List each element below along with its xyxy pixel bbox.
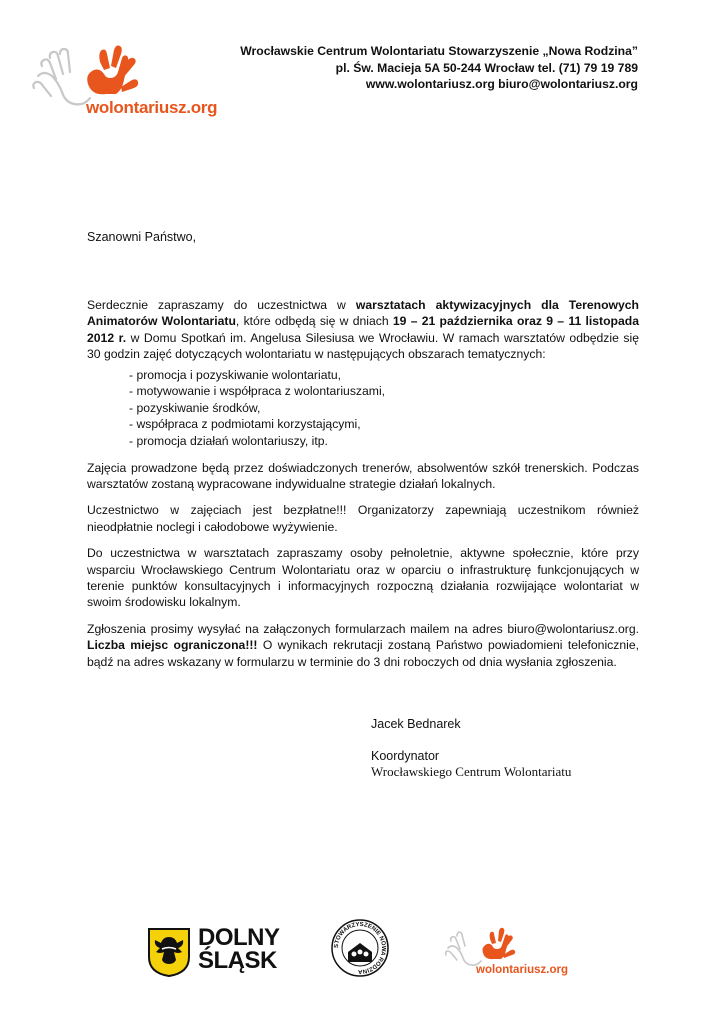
dolny-text: DOLNY [198,924,280,951]
text: O wynikach rekrutacji zostaną Państwo powiadomieni telefonicznie, bądź na adres wskazany w formularzu w terminie do 3 dni roboczych od dnia wysłania zgłoszenia. [87,638,639,669]
seal-icon [330,918,390,978]
topics-list [129,367,639,450]
logo-text: wolontariusz.org [476,964,568,976]
paragraph-trainers: Zajęcia prowadzone będą przez doświadczonych trenerów, absolwentów szkół trenerskich. Podczas warsztatów zostaną wypracowane indywidualne strategie działań lokalnych. [87,460,639,491]
paragraph-applications [87,621,639,670]
greeting: Szanowni Państwo, [87,230,197,244]
text: w Domu Spotkań im. Angelusa Silesiusa we Wrocławiu. W ramach warsztatów odbędzie się 30 godzin zajęć dotyczących wolontariatu w następujących obszarach tematycznych: [87,330,639,362]
list-item: - współpraca z podmiotami korzystającymi, [129,417,361,432]
signature-org: Wrocławskiego Centrum Wolontariatu [371,764,572,779]
workshop-name: warsztatach aktywizacyjnych dla Terenowych Animatorów Wolontariatu [87,298,639,329]
slask-text: ŚLĄSK [198,947,277,974]
list-item: - promocja działań wolontariuszy, itp. [129,434,328,448]
text: Serdecznie zapraszamy do uczestnictwa w [87,298,356,312]
list-item: - pozyskiwanie środków, [129,400,261,415]
paragraph-invitation [87,297,639,363]
letterhead-org: Wrocławskie Centrum Wolontariatu Stowarzyszenie „Nowa Rodzina” [240,44,638,58]
signature-name: Jacek Bednarek [371,717,461,731]
list-item: - promocja i pozyskiwanie wolontariatu, [129,367,342,382]
workshop-dates: 19 – 21 października oraz 9 – 11 listopada 2012 r. [87,314,639,345]
text: , które odbędą się w dniach [235,314,393,329]
signature-block [371,716,571,780]
list-item: - motywowanie i współpraca z wolontariuszami, [129,384,386,399]
paragraph-free: Uczestnictwo w zajęciach jest bezpłatne!!! Organizatorzy zapewniają uczestnikom również nieodpłatnie noclegi i całodobowe wyżywienie. [87,503,639,534]
text: Zgłoszenia prosimy wysyłać na załączonych formularzach mailem na adres biuro@wolontariusz.org. [87,621,639,636]
letterhead-address: pl. Św. Macieja 5A 50-244 Wrocław tel. (71) 79 19 789 [335,60,638,75]
wolontariusz-logo-small [442,922,572,980]
dolny-slask-logo [148,924,298,977]
letter-body [87,297,639,680]
logo-text: wolontariusz.org [86,98,218,117]
letterhead-contact: www.wolontariusz.org biuro@wolontariusz.org [365,77,638,91]
seal-text: STOWARZYSZENIE NOWA RODZINA [333,921,387,975]
paragraph-participants: Do uczestnictwa w warsztatach zapraszamy osoby pełnoletnie, aktywne społecznie, które przy wsparciu Wrocławskiego Centrum Wolontariatu oraz w oparciu o infrastrukturę funkcjonujących w terenie punktów konsultacyjnych i informacyjnych rozpoczną działania rozwijające wolontariat w swoim środowisku lokalnym. [87,546,639,610]
nowa-rodzina-seal [330,918,390,978]
coat-of-arms-icon [148,927,190,977]
limited-places: Liczba miejsc ograniczona!!! [87,638,258,653]
wolontariusz-logo [28,36,218,128]
letterhead [240,43,638,93]
signature-role: Koordynator [371,749,440,763]
